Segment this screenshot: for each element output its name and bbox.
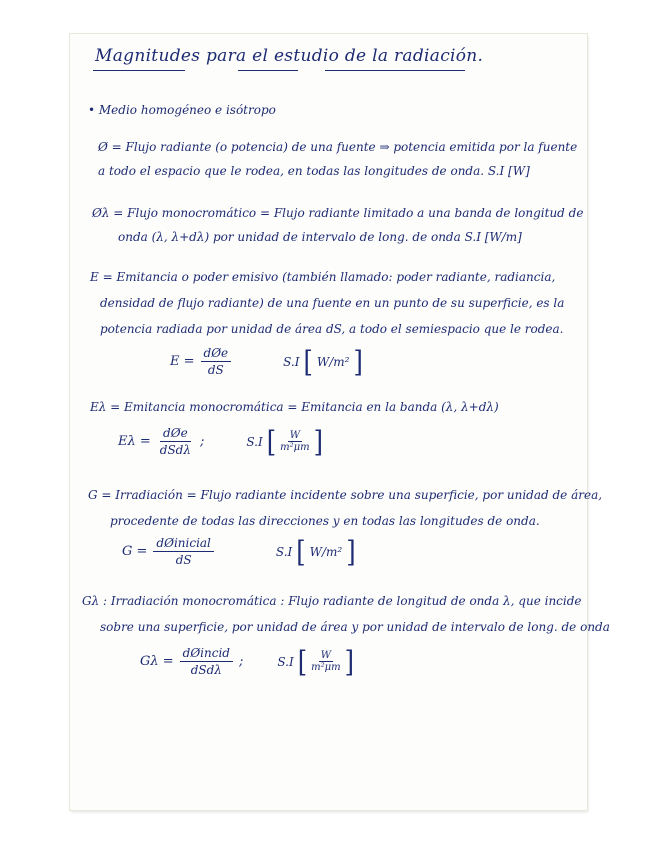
irradiation-mono-definition-line-2: sobre una superficie, por unidad de área y por unidad de intervalo de long. de onda [100,620,610,634]
page-title: Magnitudes para el estudio de la radiación. [95,46,484,66]
unit-value: W/m² [309,544,343,559]
formula-lhs: G = [122,544,148,559]
fraction-denominator: dS [175,553,192,567]
flux-mono-definition-line-2: onda (λ, λ+dλ) por unidad de intervalo de long. de onda S.I [W/m] [118,230,522,244]
fraction-denominator: dS [207,363,224,377]
title-underline [325,70,465,71]
formula-separator: ; [199,434,205,449]
irradiation-definition-line-1: G = Irradiación = Flujo radiante incidente sobre una superficie, por unidad de área, [88,488,603,502]
intro-bullet: • Medio homogéneo e isótropo [88,103,276,117]
si-unit: S.I [ $\frac{W}{\text{m²μm}}$ ] [246,424,323,459]
unit-denominator: m²μm [311,662,341,673]
unit-numerator: W [289,430,300,441]
unit-fraction [311,650,340,673]
si-unit: S.I [ W/m² ] [283,344,363,379]
si-label: S.I [275,544,293,559]
emittance-mono-formula [118,426,323,457]
unit-value: W/m² [316,354,350,369]
emittance-mono-definition: Eλ = Emitancia monocromática = Emitancia en la banda (λ, λ+dλ) [90,400,499,414]
title-underline [93,70,185,71]
fraction-numerator: dØinicial [153,536,213,552]
fraction-numerator: dØe [160,426,191,442]
fraction-denominator: dSdλ [190,663,222,677]
flux-definition-line-2: a todo el espacio que le rodea, en todas las longitudes de onda. S.I [W] [98,164,530,178]
si-unit: S.I [ W/m² ] [275,534,356,569]
flux-mono-definition-line-1: Øλ = Flujo monocromático = Flujo radiante limitado a una banda de longitud de [92,206,584,220]
formula-separator: ; [238,654,244,669]
irradiation-mono-formula [140,646,354,677]
formula-fraction [153,536,213,567]
unit-denominator: m²μm [280,442,310,453]
si-label: S.I [246,434,263,449]
si-unit: S.I [ $\frac{W}{\text{m²μm}}$ ] [277,644,354,679]
si-label: S.I [283,354,300,369]
fraction-numerator: dØincid [180,646,233,662]
unit-numerator: W [320,650,331,661]
formula-lhs: Gλ = [140,654,174,669]
fraction-numerator: dØe [201,346,232,362]
formula-lhs: E = [170,354,195,369]
si-label: S.I [277,654,294,669]
emittance-definition-line-1: E = Emitancia o poder emisivo (también llamado: poder radiante, radiancia, [90,270,556,284]
emittance-definition-line-2: densidad de flujo radiante) de una fuente en un punto de su superficie, es la [100,296,565,310]
emittance-formula [170,346,363,377]
title-underline [238,70,298,71]
formula-fraction [180,646,233,677]
irradiation-formula [122,536,356,567]
formula-fraction [201,346,232,377]
formula-fraction [157,426,194,457]
fraction-denominator: dSdλ [159,443,191,457]
irradiation-definition-line-2: procedente de todas las direcciones y en todas las longitudes de onda. [110,514,540,528]
unit-fraction [280,430,309,453]
emittance-definition-line-3: potencia radiada por unidad de área dS, a todo el semiespacio que le rodea. [100,322,564,336]
formula-lhs: Eλ = [118,434,151,449]
irradiation-mono-definition-line-1: Gλ : Irradiación monocromática : Flujo radiante de longitud de onda λ, que incide [82,594,582,608]
flux-definition-line-1: Ø = Flujo radiante (o potencia) de una fuente ⇒ potencia emitida por la fuente [98,140,578,154]
